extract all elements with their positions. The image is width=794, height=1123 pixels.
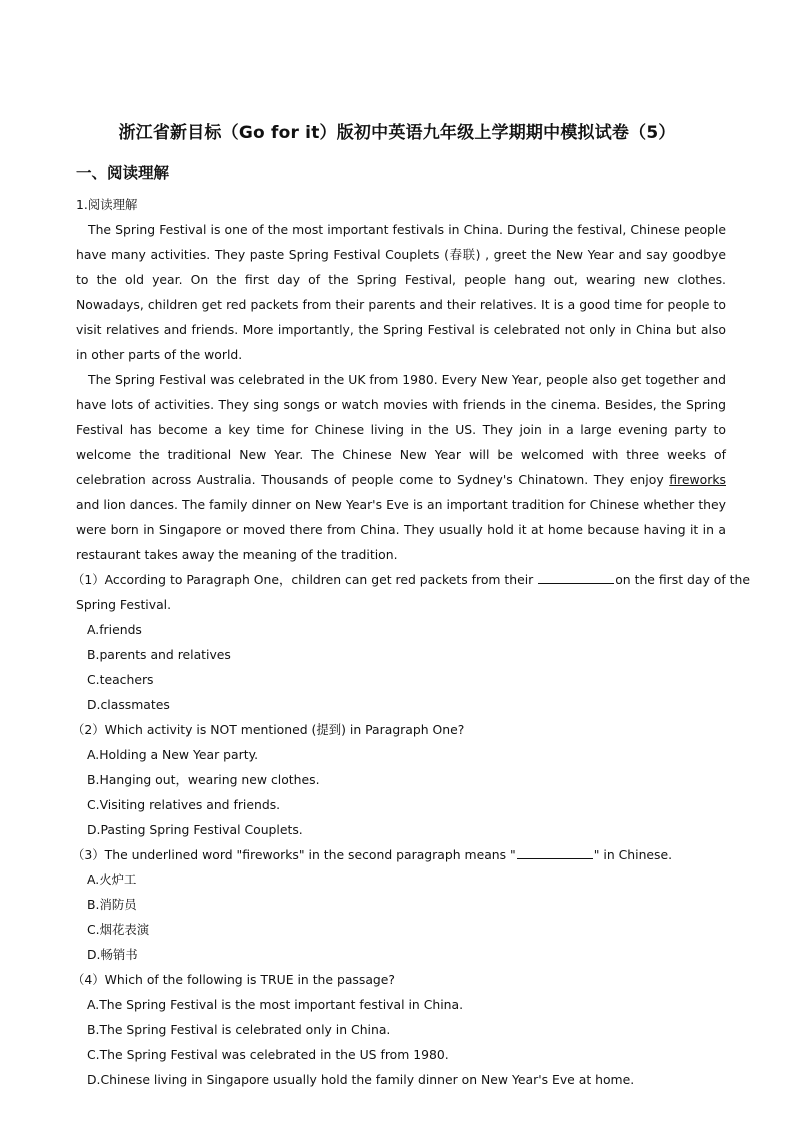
question-4-option-b: B.The Spring Festival is celebrated only in China. <box>87 1022 391 1037</box>
question-2: （2）Which activity is NOT mentioned (提到) in Paragraph One? <box>72 722 465 737</box>
document-body <box>72 192 750 1092</box>
question-3-option-a: A.火炉工 <box>87 872 137 887</box>
question-2-option-a: A.Holding a New Year party. <box>87 747 259 762</box>
question-3-option-c: C.烟花表演 <box>87 922 150 937</box>
underlined-word-fireworks: fireworks <box>669 472 726 487</box>
section-heading: 一、阅读理解 <box>76 164 170 182</box>
reading-paragraph-2 <box>76 367 726 567</box>
question-2-option-c: C.Visiting relatives and friends. <box>87 797 281 812</box>
answer-blank-3 <box>517 846 593 859</box>
question-1-continuation: Spring Festival. <box>76 597 172 612</box>
question-4-option-a: A.The Spring Festival is the most important festival in China. <box>87 997 464 1012</box>
question-3-suffix: " in Chinese. <box>593 847 673 862</box>
paragraph-2-text-before: The Spring Festival was celebrated in the UK from 1980. Every New Year, people also get together and have lots of activities. They sing songs or watch movies with friends in the cinema. Besides, the Spring Festival has become a key time for Chinese living in the US. They join in a large evening party to welcome the traditional New Year. The Chinese New Year will be welcomed with three weeks of celebration across Australia. Thousands of people come to Sydney's Chinatown. They enjoy <box>76 372 726 487</box>
question-2-option-b: B.Hanging out，wearing new clothes. <box>87 772 320 787</box>
question-1-option-a: A.friends <box>87 622 142 637</box>
question-2-option-d: D.Pasting Spring Festival Couplets. <box>87 822 303 837</box>
question-4: （4）Which of the following is TRUE in the passage? <box>72 972 395 987</box>
question-3-option-d: D.畅销书 <box>87 947 138 962</box>
question-3-option-b: B.消防员 <box>87 897 137 912</box>
page-title: 浙江省新目标（Go for it）版初中英语九年级上学期期中模拟试卷（5） <box>118 123 676 143</box>
question-1-option-b: B.parents and relatives <box>87 647 231 662</box>
question-1-suffix: on the first day of the <box>615 572 750 587</box>
question-1-option-c: C.teachers <box>87 672 154 687</box>
question-1 <box>72 567 750 592</box>
question-3-prefix: （3）The underlined word "fireworks" in the second paragraph means " <box>72 847 516 862</box>
question-1-prefix: （1）According to Paragraph One，children can get red packets from their <box>72 572 538 587</box>
question-label: 1.阅读理解 <box>76 197 138 212</box>
question-1-option-d: D.classmates <box>87 697 170 712</box>
reading-paragraph-1: The Spring Festival is one of the most important festivals in China. During the festival, Chinese people have many activities. They paste Spring Festival Couplets (春联) , greet the New Year and say goodbye to the old year. On the first day of the Spring Festival, people hang out, wearing new clothes. Nowadays, children get red packets from their parents and their relatives. It is a good time for people to visit relatives and friends. More importantly, the Spring Festival is celebrated not only in China but also in other parts of the world. <box>76 222 726 362</box>
question-4-option-d: D.Chinese living in Singapore usually hold the family dinner on New Year's Eve at home. <box>87 1072 635 1087</box>
paragraph-2-text-after: and lion dances. The family dinner on New Year's Eve is an important tradition for Chinese whether they were born in Singapore or moved there from China. They usually hold it at home because having it in a restaurant takes away the meaning of the tradition. <box>76 497 726 562</box>
answer-blank-1 <box>538 571 614 584</box>
question-4-option-c: C.The Spring Festival was celebrated in the US from 1980. <box>87 1047 449 1062</box>
question-3 <box>72 842 726 867</box>
